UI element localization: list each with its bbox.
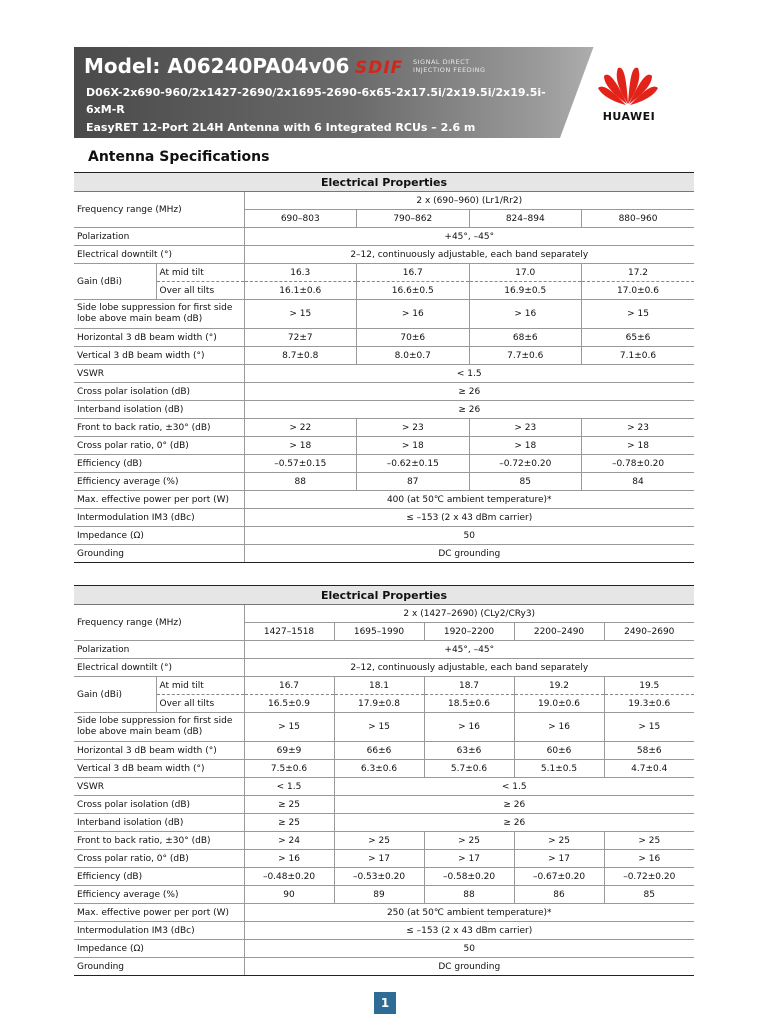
cell-value: 16.7: [244, 677, 334, 695]
cell-value: 16.9±0.5: [469, 282, 582, 300]
cell-value: > 15: [334, 713, 424, 742]
cell-value: +45°, –45°: [244, 641, 694, 659]
section-title: Antenna Specifications: [88, 149, 270, 165]
cell-value: 90: [244, 886, 334, 904]
sdif-logo: SDIF: [355, 58, 404, 78]
cell-value: > 18: [582, 437, 695, 455]
row-label: Electrical downtilt (°): [74, 659, 244, 677]
row-label: Efficiency average (%): [74, 886, 244, 904]
sub-label: At mid tilt: [156, 264, 244, 282]
cell-value: > 15: [244, 713, 334, 742]
cell-value: > 23: [582, 419, 695, 437]
cell-value: > 25: [514, 832, 604, 850]
cell-value: 7.7±0.6: [469, 347, 582, 365]
row-label: Gain (dBi): [74, 677, 156, 713]
cell-value: > 15: [604, 713, 694, 742]
cell-value: –0.78±0.20: [582, 455, 695, 473]
cell-value: > 23: [469, 419, 582, 437]
cell-value: ≤ –153 (2 x 43 dBm carrier): [244, 509, 694, 527]
cell-value: > 17: [424, 850, 514, 868]
sdif-tagline-line1: SIGNAL DIRECT: [413, 58, 470, 66]
cell-value: 2–12, continuously adjustable, each band separately: [244, 246, 694, 264]
row-label: Grounding: [74, 545, 244, 563]
cell-value: 8.0±0.7: [357, 347, 470, 365]
row-label: VSWR: [74, 778, 244, 796]
row-label: Max. effective power per port (W): [74, 491, 244, 509]
cell-value: 2–12, continuously adjustable, each band separately: [244, 659, 694, 677]
cell-value: 5.1±0.5: [514, 760, 604, 778]
cell-value: ≥ 26: [244, 383, 694, 401]
cell-value: ≤ –153 (2 x 43 dBm carrier): [244, 922, 694, 940]
cell-value: 65±6: [582, 329, 695, 347]
cell-value: > 18: [357, 437, 470, 455]
cell-value: 16.1±0.6: [244, 282, 357, 300]
cell-value: > 23: [357, 419, 470, 437]
row-label: Polarization: [74, 228, 244, 246]
cell-value: 16.5±0.9: [244, 695, 334, 713]
cell-value: > 16: [424, 713, 514, 742]
band-header: 2200–2490: [514, 623, 604, 641]
row-label: Interband isolation (dB): [74, 814, 244, 832]
cell-value: ≥ 26: [244, 401, 694, 419]
cell-value: 18.1: [334, 677, 424, 695]
freq-range: 2 x (690–960) (Lr1/Rr2): [244, 192, 694, 210]
cell-value: 6.3±0.6: [334, 760, 424, 778]
sub-label: Over all tilts: [156, 695, 244, 713]
cell-value: ≥ 26: [334, 814, 694, 832]
cell-value: 50: [244, 940, 694, 958]
band-header: 690–803: [244, 210, 357, 228]
cell-value: > 17: [514, 850, 604, 868]
cell-value: 60±6: [514, 742, 604, 760]
cell-value: 18.5±0.6: [424, 695, 514, 713]
row-label: VSWR: [74, 365, 244, 383]
cell-value: 16.3: [244, 264, 357, 282]
row-label: Vertical 3 dB beam width (°): [74, 347, 244, 365]
cell-value: DC grounding: [244, 545, 694, 563]
sub-label: At mid tilt: [156, 677, 244, 695]
cell-value: 17.0±0.6: [582, 282, 695, 300]
cell-value: –0.72±0.20: [604, 868, 694, 886]
cell-value: 72±7: [244, 329, 357, 347]
cell-value: < 1.5: [244, 778, 334, 796]
row-label: Horizontal 3 dB beam width (°): [74, 329, 244, 347]
row-label: Efficiency average (%): [74, 473, 244, 491]
row-label: Horizontal 3 dB beam width (°): [74, 742, 244, 760]
cell-value: DC grounding: [244, 958, 694, 976]
cell-value: 5.7±0.6: [424, 760, 514, 778]
cell-value: 7.1±0.6: [582, 347, 695, 365]
electrical-properties-table-high-band: [74, 585, 694, 976]
band-header: 1920–2200: [424, 623, 514, 641]
band-header: 824–894: [469, 210, 582, 228]
cell-value: 7.5±0.6: [244, 760, 334, 778]
row-label: Max. effective power per port (W): [74, 904, 244, 922]
row-label: Polarization: [74, 641, 244, 659]
cell-value: > 17: [334, 850, 424, 868]
row-label: Impedance (Ω): [74, 527, 244, 545]
band-header: 1427–1518: [244, 623, 334, 641]
row-label: Impedance (Ω): [74, 940, 244, 958]
cell-value: –0.58±0.20: [424, 868, 514, 886]
band-header: 790–862: [357, 210, 470, 228]
cell-value: > 18: [244, 437, 357, 455]
cell-value: +45°, –45°: [244, 228, 694, 246]
cell-value: > 15: [244, 300, 357, 329]
row-label: Frequency range (MHz): [74, 605, 244, 641]
cell-value: 8.7±0.8: [244, 347, 357, 365]
cell-value: 70±6: [357, 329, 470, 347]
cell-value: ≥ 25: [244, 814, 334, 832]
model-code: D06X-2x690-960/2x1427-2690/2x1695-2690-6x65-2x17.5i/2x19.5i/2x19.5i-6xM-R: [86, 86, 546, 116]
cell-value: 58±6: [604, 742, 694, 760]
cell-value: 85: [469, 473, 582, 491]
cell-value: > 18: [469, 437, 582, 455]
row-label: Efficiency (dB): [74, 455, 244, 473]
table-title: Electrical Properties: [74, 173, 694, 192]
row-label: Intermodulation IM3 (dBc): [74, 509, 244, 527]
cell-value: –0.48±0.20: [244, 868, 334, 886]
cell-value: 68±6: [469, 329, 582, 347]
cell-value: > 16: [357, 300, 470, 329]
cell-value: –0.72±0.20: [469, 455, 582, 473]
cell-value: 87: [357, 473, 470, 491]
electrical-properties-table-low-band: [74, 172, 694, 563]
row-label: Gain (dBi): [74, 264, 156, 300]
cell-value: 88: [244, 473, 357, 491]
row-label: Vertical 3 dB beam width (°): [74, 760, 244, 778]
cell-value: 19.3±0.6: [604, 695, 694, 713]
cell-value: < 1.5: [244, 365, 694, 383]
cell-value: > 16: [604, 850, 694, 868]
cell-value: –0.57±0.15: [244, 455, 357, 473]
cell-value: > 22: [244, 419, 357, 437]
cell-value: > 25: [604, 832, 694, 850]
sdif-tagline-line2: INJECTION FEEDING: [413, 66, 486, 74]
cell-value: 85: [604, 886, 694, 904]
row-label: Cross polar isolation (dB): [74, 796, 244, 814]
cell-value: 89: [334, 886, 424, 904]
row-label: Interband isolation (dB): [74, 401, 244, 419]
cell-value: > 25: [424, 832, 514, 850]
huawei-petal-logo-icon: [596, 62, 660, 106]
cell-value: 69±9: [244, 742, 334, 760]
cell-value: 17.0: [469, 264, 582, 282]
sub-label: Over all tilts: [156, 282, 244, 300]
band-header: 880–960: [582, 210, 695, 228]
row-label: Side lobe suppression for first side lobe above main beam (dB): [74, 713, 244, 742]
cell-value: 17.2: [582, 264, 695, 282]
cell-value: 16.6±0.5: [357, 282, 470, 300]
cell-value: < 1.5: [334, 778, 694, 796]
cell-value: 18.7: [424, 677, 514, 695]
huawei-brand: HUAWEI: [602, 110, 656, 123]
freq-range: 2 x (1427–2690) (CLy2/CRy3): [244, 605, 694, 623]
cell-value: 66±6: [334, 742, 424, 760]
cell-value: 19.0±0.6: [514, 695, 604, 713]
row-label: Electrical downtilt (°): [74, 246, 244, 264]
row-label: Efficiency (dB): [74, 868, 244, 886]
cell-value: ≥ 25: [244, 796, 334, 814]
model-description: EasyRET 12-Port 2L4H Antenna with 6 Integrated RCUs – 2.6 m: [86, 121, 476, 134]
cell-value: > 16: [469, 300, 582, 329]
cell-value: –0.53±0.20: [334, 868, 424, 886]
cell-value: 4.7±0.4: [604, 760, 694, 778]
cell-value: 63±6: [424, 742, 514, 760]
page-number: 1: [374, 992, 396, 1014]
cell-value: –0.67±0.20: [514, 868, 604, 886]
row-label: Cross polar isolation (dB): [74, 383, 244, 401]
cell-value: 400 (at 50℃ ambient temperature)*: [244, 491, 694, 509]
cell-value: 84: [582, 473, 695, 491]
row-label: Side lobe suppression for first side lobe above main beam (dB): [74, 300, 244, 329]
row-label: Front to back ratio, ±30° (dB): [74, 832, 244, 850]
cell-value: > 25: [334, 832, 424, 850]
sdif-tagline: [413, 58, 486, 74]
cell-value: 16.7: [357, 264, 470, 282]
cell-value: 88: [424, 886, 514, 904]
table-title: Electrical Properties: [74, 586, 694, 605]
cell-value: 19.2: [514, 677, 604, 695]
row-label: Grounding: [74, 958, 244, 976]
cell-value: 50: [244, 527, 694, 545]
cell-value: 86: [514, 886, 604, 904]
cell-value: 17.9±0.8: [334, 695, 424, 713]
cell-value: 19.5: [604, 677, 694, 695]
row-label: Cross polar ratio, 0° (dB): [74, 850, 244, 868]
row-label: Frequency range (MHz): [74, 192, 244, 228]
row-label: Cross polar ratio, 0° (dB): [74, 437, 244, 455]
model-title: Model: A06240PA04v06: [84, 54, 350, 78]
row-label: Intermodulation IM3 (dBc): [74, 922, 244, 940]
cell-value: > 16: [244, 850, 334, 868]
cell-value: –0.62±0.15: [357, 455, 470, 473]
cell-value: > 15: [582, 300, 695, 329]
cell-value: 250 (at 50℃ ambient temperature)*: [244, 904, 694, 922]
band-header: 1695–1990: [334, 623, 424, 641]
cell-value: > 16: [514, 713, 604, 742]
cell-value: ≥ 26: [334, 796, 694, 814]
cell-value: > 24: [244, 832, 334, 850]
band-header: 2490–2690: [604, 623, 694, 641]
row-label: Front to back ratio, ±30° (dB): [74, 419, 244, 437]
